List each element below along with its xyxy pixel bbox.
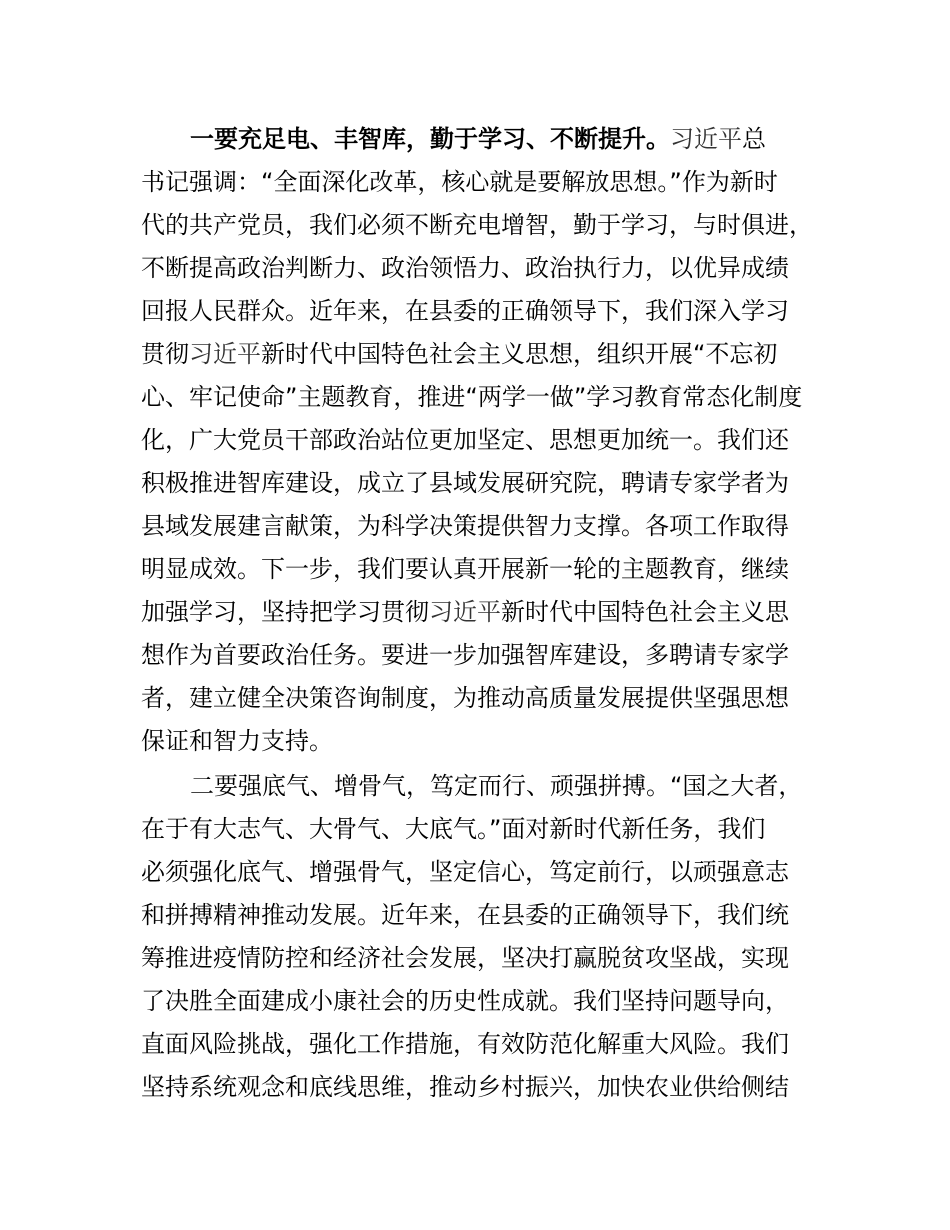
paragraph-2-line-3: 必须强化底气、增强骨气，坚定信心，笃定前行，以顽强意志 [141,858,789,886]
paragraph-1-line-7: 心、牢记使命”主题教育，推进“两学一做”学习教育常态化制度 [141,383,803,411]
paragraph-1-line-15: 保证和智力支持。 [141,727,333,755]
name-text: 习近平 [189,340,261,368]
line-text: 贯彻 [141,340,189,368]
paragraph-1-line-14: 者，建立健全决策咨询制度，为推动高质量发展提供坚强思想 [141,684,789,712]
paragraph-1-line-1 [190,117,766,161]
line-text: 新时代中国特色社会主义思想，组织开展“不忘初 [261,340,778,368]
name-text: 习近平 [670,125,742,153]
paragraph-1-heading: 一要充足电、丰智库，勤于学习、不断提升。 [190,125,670,153]
paragraph-2-line-4: 和拼搏精神推动发展。近年来，在县委的正确领导下，我们统 [141,901,789,929]
paragraph-1-line-2: 书记强调：“全面深化改革，核心就是要解放思想。”作为新时 [141,168,778,196]
paragraph-2-line-1: 二要强底气、增骨气，笃定而行、顽强拼搏。“国之大者， [190,772,803,800]
paragraph-2-line-8: 坚持系统观念和底线思维，推动乡村振兴，加快农业供给侧结 [141,1073,789,1101]
paragraph-1-line-3: 代的共产党员，我们必须不断充电增智，勤于学习，与时俱进， [141,211,813,239]
paragraph-2-line-2: 在于有大志气、大骨气、大底气。”面对新时代新任务，我们 [141,815,766,843]
paragraph-2-line-7: 直面风险挑战，强化工作措施，有效防范化解重大风险。我们 [141,1030,789,1058]
line-text: 加强学习，坚持把学习贯彻 [141,598,429,626]
paragraph-1-line-13: 想作为首要政治任务。要进一步加强智库建设，多聘请专家学 [141,641,789,669]
name-text: 习近平 [429,598,501,626]
paragraph-1-line-10: 县域发展建言献策，为科学决策提供智力支撑。各项工作取得 [141,512,789,540]
line-text: 新时代中国特色社会主义思 [501,598,789,626]
line-text: 总 [742,125,766,153]
paragraph-1-line-4: 不断提高政治判断力、政治领悟力、政治执行力，以优异成绩 [141,254,789,282]
paragraph-1-line-9: 积极推进智库建设，成立了县域发展研究院，聘请专家学者为 [141,469,789,497]
paragraph-1-line-11: 明显成效。下一步，我们要认真开展新一轮的主题教育，继续 [141,555,789,583]
paragraph-1-line-6 [141,332,777,376]
paragraph-1-line-8: 化，广大党员干部政治站位更加坚定、思想更加统一。我们还 [141,426,789,454]
paragraph-2-line-6: 了决胜全面建成小康社会的历史性成就。我们坚持问题导向， [141,987,789,1015]
paragraph-1-line-5: 回报人民群众。近年来，在县委的正确领导下，我们深入学习 [141,297,789,325]
paragraph-2-line-5: 筹推进疫情防控和经济社会发展，坚决打赢脱贫攻坚战，实现 [141,944,789,972]
paragraph-1-line-12 [141,590,789,634]
